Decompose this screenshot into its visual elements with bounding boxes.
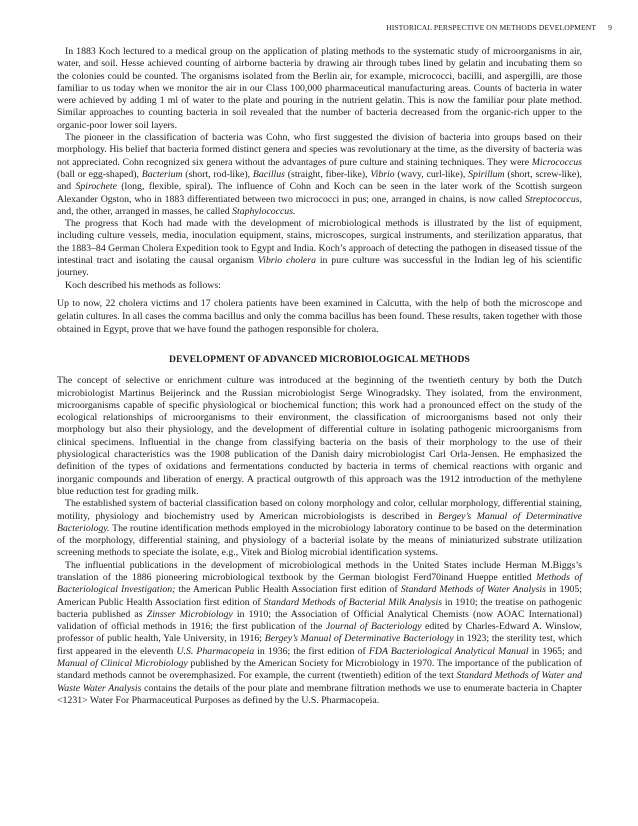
book-title: U.S. Pharmacopeia: [176, 645, 255, 657]
paragraph-koch-plating: In 1883 Koch lectured to a medical group on the application of plating methods to the systematic study of microorganisms in air, water, and soil. Hesse achieved counting of airborne bacteria by drawing air through tubes lined by gelatin and incubating them so the colonies could be counted. The organisms isolated from the Berlin air, for example, micrococci, bacilli, and aspergilli, are those familiar to us today when we monitor the air in our Class 100,000 pharmaceutical manufacturing areas. Counts of bacteria in water were achieved by adding 1 ml of water to the plate and pouring in the nutrient gelatin. This is now the familiar pour plate method. Similar approaches to counting bacteria in soil revealed that the number of bacteria decreased from the organic-rich upper to the organic-poor lower soil layers.: [57, 46, 582, 131]
book-title: Zinsser Microbiology: [146, 608, 233, 620]
text-run: The pioneer in the classification of bacteria was Cohn, who first suggested the division of bacteria into groups based on their morphology. His belief that bacteria formed distinct genera and species was revolutionary at the time, as the diversity of bacteria was not appreciated. Cohn recognized six genera without the advantages of pure culture and staining techniques. They were: [57, 132, 582, 168]
running-head: [386, 23, 612, 32]
block-quote: Up to now, 22 cholera victims and 17 cholera patients have been examined in Calcutta, with the help of both the microscope and gelatin cultures. In all cases the comma bacillus and only the comma bacillus has been found. These results, taken together with those obtained in Egypt, prove that we have found the pathogen responsible for cholera.: [57, 297, 582, 335]
genus-name: Streptococcus,: [524, 193, 582, 205]
text-run: published by the American Society for Microbiology in 1970. The importance of the publication of standard methods cannot be overemphasized. For example, the current (twentieth) edition of the text: [57, 658, 582, 682]
paragraph-bacterial-classification: [57, 498, 582, 559]
book-title: Bergey’s Manual of Determinative Bacteriology.: [57, 510, 582, 534]
book-title: Methods of Bacteriological Investigation;: [57, 571, 582, 596]
paragraph-koch-methods-intro: Koch described his methods as follows:: [65, 279, 221, 291]
text-run: The influential publications in the development of microbiological methods in the United States include Herman M.Biggs’s translation of the 1886 pioneering microbiological textbook by the German biologist Ferd70inand Hueppe entitled: [57, 559, 582, 583]
text-run: the American Public Health Association first edition of: [175, 584, 401, 596]
species-name: Vibrio cholera: [257, 255, 316, 267]
text-run: in pure culture was successful in the Indian leg of his scientific journey.: [57, 255, 582, 279]
book-title: Manual of Clinical Microbiology: [57, 658, 188, 670]
paragraph-influential-publications: [57, 560, 582, 708]
text-run: in 1923; the sterility test, which first appeared in the eleventh: [57, 633, 582, 657]
genus-name: Spirillum: [468, 168, 505, 180]
genus-name: Staphylococcus.: [232, 205, 296, 217]
paragraph-enrichment-culture: The concept of selective or enrichment culture was introduced at the beginning of the twentieth century by both the Dutch microbiologist Martinus Beijerinck and the Russian microbiologist Serge Winogradsky. They isolated, from the environment, microorganisms capable of specific physiological or biochemical function; this work had a pronounced effect on the study of the ecological relationships of microorganisms to their environment, the classification of microorganisms based not only their morphology but also their physiology, and the development of differential culture in isolating pathogenic microorganisms from clinical specimens. Influential in the change from classifying bacteria on the basis of their morphology to the use of their physiological characteristics was the 1908 publication of the Danish dairy microbiologist Carl Orla-Jensen. He emphasized the definition of the types of oxidations and fermentations conducted by bacteria in terms of chemical reactions with organic and inorganic compounds and liberation of energy. A practical outgrowth of this approach was the 1912 introduction of the methylene blue reduction test for grading milk.: [57, 375, 582, 497]
text-run: The established system of bacterial classification based on colony morphology and color, cellular morphology, differential staining, motility, physiology and biochemistry used by American microbiologists is described in: [57, 498, 582, 522]
section-heading: DEVELOPMENT OF ADVANCED MICROBIOLOGICAL METHODS: [169, 353, 470, 365]
text-run: in 1936; the first edition of: [254, 645, 369, 657]
text-run: The routine identification methods employed in the microbiology laboratory continue to be based on the determination of the morphology, differential staining, and physiology of a bacterial isolate by the means of miniaturized substrate utilization screening methods to speciate the isolate, e.g., Vitek and Biolog microbial identification systems.: [57, 522, 582, 559]
book-title: Standard Methods of Water Analysis: [400, 584, 546, 596]
paragraph-cohn-classification: [57, 132, 582, 218]
genus-name: Micrococcus: [531, 156, 582, 168]
text-run: contains the details of the pour plate and membrane filtration methods we use to enumerate bacteria in Chapter <1231> Water For Pharmaceutical Purposes as defined by the U.S. Pharmacopeia.: [57, 682, 582, 706]
text-run: (long, flexible, spiral). The influence of Cohn and Koch can be seen in the later work of the Scottish surgeon Alexander Ogston, who in 1883 differentiated between two micrococci in pus; one, arranged in chains, is now called: [57, 181, 582, 205]
genus-name: Vibrio: [370, 168, 395, 180]
book-title: Journal of Bacteriology: [325, 621, 422, 633]
text-run: (straight, fiber-like),: [284, 168, 371, 180]
book-title: Bergey’s Manual of Determinative Bacteriology: [264, 633, 454, 645]
text-run: (ball or egg-shaped),: [57, 168, 142, 180]
genus-name: Bacterium: [141, 168, 183, 180]
body-text: [57, 46, 582, 707]
text-run: and, the other, arranged in masses, he called: [57, 205, 233, 217]
paragraph-cholera-expedition: [57, 218, 582, 279]
running-head-title: HISTORICAL PERSPECTIVE ON METHODS DEVELOPMENT: [386, 23, 597, 32]
text-run: edited by Charles-Edward A. Winslow, professor of public health, Yale University, in 1916;: [57, 621, 582, 645]
page-number: 9: [608, 23, 612, 32]
genus-name: Spirochete: [75, 181, 117, 193]
book-title: FDA Bacteriological Analytical Manual: [368, 645, 529, 657]
text-run: (wavy, curl-like),: [394, 168, 469, 180]
text-run: in 1910; the treatise on pathogenic bacteria published as: [57, 596, 582, 620]
book-title: Standard Methods of Bacterial Milk Analysis: [263, 596, 443, 608]
text-run: in 1910; the Association of Official Analytical Chemists (now AOAC International) validation of official methods in 1916; the first publication of the: [57, 608, 582, 633]
text-run: The progress that Koch had made with the development of microbiological methods is illustrated by the list of equipment, including culture vessels, media, inoculation equipment, stains, microscopes, surgical instruments, and sterilization apparatus, that the 1883–84 German Cholera Expedition took to Egypt and India. Koch’s approach of detecting the pathogen in diseased tissue of the intestinal tract and isolating the causal organism: [57, 218, 582, 267]
text-run: (short, screw-like), and: [57, 168, 582, 193]
text-run: in 1965; and: [528, 645, 582, 657]
text-run: (short, rod-like),: [182, 168, 253, 180]
text-run: in 1905; American Public Health Association first edition of: [57, 584, 582, 608]
genus-name: Bacillus: [252, 168, 285, 180]
book-title: Standard Methods of Water and Waste Water Analysis: [57, 670, 582, 694]
